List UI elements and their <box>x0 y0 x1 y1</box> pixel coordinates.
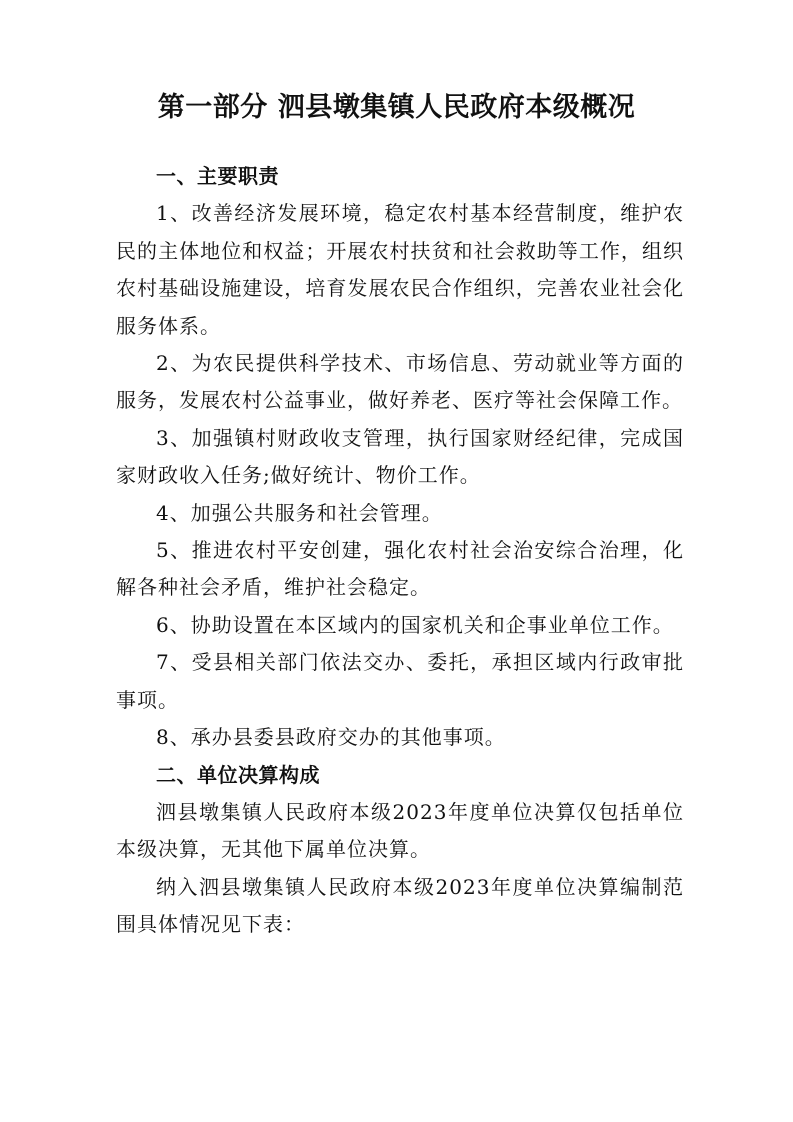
composition-paragraph-1: 泗县墩集镇人民政府本级2023年度单位决算仅包括单位本级决算，无其他下属单位决算。 <box>116 799 684 862</box>
document-body <box>116 158 684 944</box>
duty-paragraph-3: 3、加强镇村财政收支管理，执行国家财经纪律，完成国家财政收入任务;做好统计、物价工作。 <box>116 425 684 488</box>
section-heading-duties: 一、主要职责 <box>156 164 279 188</box>
composition-paragraph-2: 纳入泗县墩集镇人民政府本级2023年度单位决算编制范围具体情况见下表： <box>116 874 684 937</box>
section-heading-composition: 二、单位决算构成 <box>156 762 320 787</box>
duty-paragraph-6: 6、协助设置在本区域内的国家机关和企事业单位工作。 <box>156 612 674 637</box>
page-title: 第一部分 泗县墩集镇人民政府本级概况 <box>157 92 636 123</box>
duty-paragraph-5: 5、推进农村平安创建，强化农村社会治安综合治理，化解各种社会矛盾，维护社会稳定。 <box>116 538 684 600</box>
duty-paragraph-4: 4、加强公共服务和社会管理。 <box>156 500 443 525</box>
duty-paragraph-7: 7、受县相关部门依法交办、委托，承担区域内行政审批事项。 <box>116 650 684 712</box>
duty-paragraph-1: 1、改善经济发展环境，稳定农村基本经营制度，维护农民的主体地位和权益；开展农村扶贫和社会救助等工作，组织农村基础设施建设，培育发展农民合作组织，完善农业社会化服务体系。 <box>116 201 684 338</box>
duty-paragraph-2: 2、为农民提供科学技术、市场信息、劳动就业等方面的服务，发展农村公益事业，做好养老、医疗等社会保障工作。 <box>116 351 684 413</box>
duty-paragraph-8: 8、承办县委县政府交办的其他事项。 <box>156 725 506 750</box>
